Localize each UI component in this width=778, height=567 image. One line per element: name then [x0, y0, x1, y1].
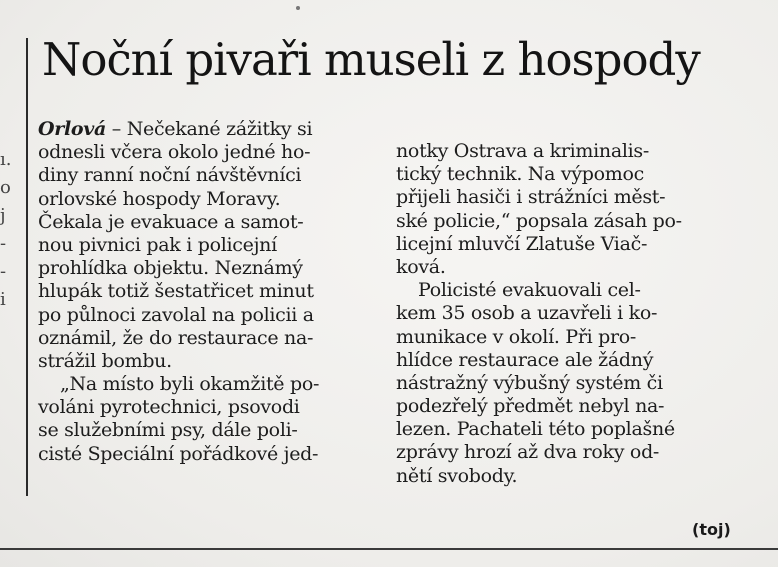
edge-fragment: o	[0, 177, 11, 198]
author-signature: (toj)	[692, 520, 731, 539]
article-column-2	[396, 140, 736, 488]
text-line: Čekala je evakuace a samot-	[38, 210, 304, 233]
text-line: oznámil, že do restaurace na-	[38, 326, 314, 349]
text-line-content: – Nečekané zážitky si	[106, 118, 313, 140]
text-line: orlovské hospody Moravy.	[38, 187, 281, 210]
edge-fragment: -	[0, 233, 7, 254]
text-line: diny ranní noční návštěvníci	[38, 164, 302, 187]
text-line: voláni pyrotechnici, psovodi	[38, 396, 300, 419]
text-line: „Na místo byli okamžitě po-	[60, 373, 320, 396]
edge-fragment: ı.	[0, 149, 12, 170]
dateline: Orlová	[38, 118, 107, 140]
text-line: ková.	[396, 255, 446, 278]
edge-fragment: i	[0, 289, 6, 310]
edge-fragment: j	[0, 205, 6, 226]
text-line: přijeli hasiči i strážníci měst-	[396, 186, 666, 209]
text-line: po půlnoci zavolal na policii a	[38, 303, 314, 326]
text-line: cisté Speciální pořádkové jed-	[38, 442, 319, 465]
text-line: odnesli včera okolo jedné ho-	[38, 141, 311, 164]
text-line: nou pivnici pak i policejní	[38, 233, 277, 256]
text-line: strážil bombu.	[38, 349, 172, 372]
text-line	[38, 118, 370, 141]
text-line: munikace v okolí. Při pro-	[396, 325, 637, 348]
text-line: prohlídka objektu. Neznámý	[38, 257, 303, 280]
paper-speck	[296, 6, 300, 10]
text-line: zprávy hrozí až dva roky od-	[396, 441, 660, 464]
text-line: licejní mluvčí Zlatuše Viač-	[396, 232, 648, 255]
text-line: hlupák totiž šestatřicet minut	[38, 280, 314, 303]
text-line: hlídce restaurace ale žádný	[396, 348, 654, 371]
article-column-1	[38, 118, 370, 466]
edge-fragment: -	[0, 261, 7, 282]
text-line: lezen. Pachateli této poplašné	[396, 418, 675, 441]
text-line: nětí svobody.	[396, 464, 518, 487]
bottom-rule	[0, 548, 778, 550]
text-line: Policisté evakuovali cel-	[418, 279, 641, 302]
text-line: notky Ostrava a kriminalis-	[396, 140, 649, 162]
headline: Noční pivaři museli z hospody	[42, 33, 700, 86]
column-rule	[26, 38, 28, 496]
adjacent-article-fragment	[0, 146, 14, 314]
text-line: nástražný výbušný systém či	[396, 371, 663, 394]
text-line: kem 35 osob a uzavřeli i ko-	[396, 302, 658, 325]
text-line: ské policie,“ popsala zásah po-	[396, 209, 682, 232]
text-line: podezřelý předmět nebyl na-	[396, 395, 665, 418]
text-line: tický technik. Na výpomoc	[396, 163, 644, 186]
text-line: se služebními psy, dále poli-	[38, 419, 298, 442]
